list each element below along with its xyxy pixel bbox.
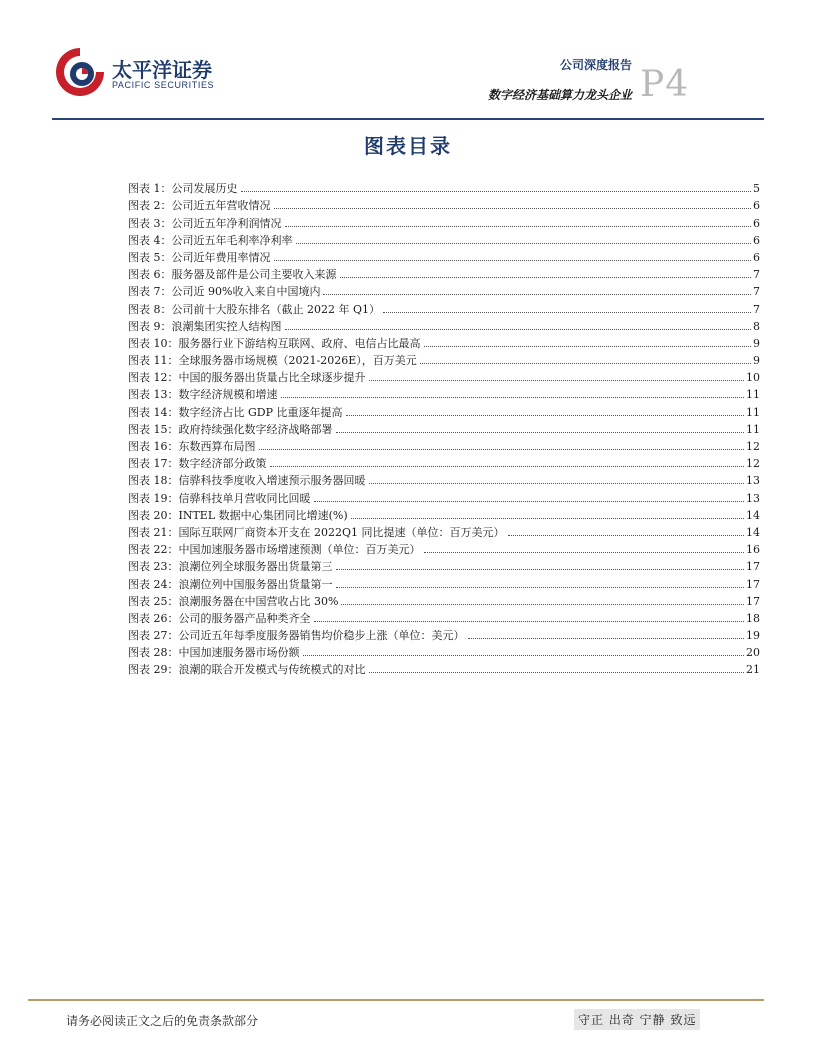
company-logo: [52, 44, 222, 100]
toc-entry-page: 7: [753, 285, 760, 299]
toc-entry-leader: [424, 345, 752, 347]
footer-divider: [28, 999, 764, 1001]
toc-entry-page: 9: [753, 336, 760, 350]
toc-entry-page: 11: [746, 388, 760, 402]
toc-entry-leader: [340, 276, 752, 278]
toc-entry-page: 20: [746, 646, 760, 660]
toc-entry[interactable]: [128, 608, 760, 625]
toc-entry-leader: [508, 534, 745, 536]
toc-entry-label: 图表 1：公司发展历史: [128, 182, 238, 196]
toc-entry-page: 9: [753, 354, 760, 368]
toc-entry-page: 18: [746, 611, 760, 625]
toc-entry-page: 17: [746, 560, 760, 574]
toc-entry[interactable]: [128, 247, 760, 264]
toc-entry-label: 图表 9：浪潮集团实控人结构图: [128, 319, 282, 333]
footer-motto: 守正 出奇 宁静 致远: [574, 1009, 700, 1030]
toc-entry[interactable]: [128, 419, 760, 436]
report-subtitle: 数字经济基础算力龙头企业: [487, 88, 632, 102]
toc-entry-label: 图表 16：东数西算布局图: [128, 440, 256, 453]
toc-entry-page: 12: [746, 457, 760, 471]
toc-entry-label: 图表 12：中国的服务器出货量占比全球逐步提升: [128, 371, 366, 385]
report-type: 公司深度报告: [559, 58, 632, 72]
toc-entry[interactable]: [128, 264, 760, 281]
toc-entry-leader: [468, 637, 745, 639]
toc-entry[interactable]: [128, 350, 760, 367]
toc-entry[interactable]: [128, 505, 760, 522]
toc-entry-leader: [341, 603, 744, 605]
toc-entry-label: 图表 6：服务器及部件是公司主要收入来源: [128, 268, 337, 282]
toc-entry-page: 11: [746, 422, 760, 436]
toc-entry-leader: [420, 362, 751, 364]
toc-entry[interactable]: [128, 281, 760, 298]
toc-entry-leader: [346, 414, 745, 416]
toc-entry-leader: [314, 500, 745, 502]
toc-entry[interactable]: [128, 401, 760, 418]
toc-entry-label: 图表 14：数字经济占比 GDP 比重逐年提高: [128, 405, 343, 419]
toc-entry-label: 图表 11：全球服务器市场规模（2021-2026E），百万美元: [128, 354, 417, 368]
toc-entry-label: 图表 24：浪潮位列中国服务器出货量第一: [128, 577, 333, 591]
toc-entry[interactable]: [128, 625, 760, 642]
toc-entry-leader: [285, 328, 752, 330]
toc-entry[interactable]: [128, 384, 760, 401]
toc-entry-label: 图表 7：公司近 90%收入来自中国境内: [128, 285, 321, 299]
toc-entry-label: 图表 22：中国加速服务器市场增速预测（单位：百万美元）: [128, 543, 421, 557]
toc-entry-page: 6: [753, 199, 760, 213]
toc-entry-label: 图表 26：公司的服务器产品种类齐全: [128, 611, 311, 625]
toc-entry-page: 14: [746, 508, 760, 522]
table-of-figures: [128, 178, 760, 676]
toc-entry-page: 16: [746, 543, 760, 557]
toc-entry[interactable]: [128, 178, 760, 195]
toc-entry[interactable]: [128, 230, 760, 247]
toc-entry-leader: [369, 379, 745, 381]
toc-entry-leader: [336, 568, 745, 570]
toc-entry-leader: [241, 190, 752, 192]
toc-entry[interactable]: [128, 436, 760, 453]
toc-entry[interactable]: [128, 591, 760, 608]
toc-entry-label: 图表 8：公司前十大股东排名（截止 2022 年 Q1）: [128, 302, 380, 316]
toc-entry-page: 11: [746, 405, 760, 419]
toc-entry[interactable]: [128, 212, 760, 229]
toc-entry-label: 图表 10：服务器行业下游结构互联网、政府、电信占比最高: [128, 336, 421, 350]
toc-entry-leader: [323, 293, 751, 295]
toc-entry-label: 图表 25：浪潮服务器在中国营收占比 30%: [128, 594, 339, 608]
toc-entry-label: 图表 19：信骅科技单月营收同比回暖: [128, 491, 311, 505]
toc-entry-label: 图表 13：数字经济规模和增速: [128, 388, 278, 402]
toc-entry[interactable]: [128, 573, 760, 590]
logo-english-text: PACIFIC SECURITIES: [112, 80, 215, 90]
toc-entry[interactable]: [128, 539, 760, 556]
toc-entry-page: 7: [753, 302, 760, 316]
toc-entry[interactable]: [128, 659, 760, 676]
toc-entry[interactable]: [128, 470, 760, 487]
toc-entry-leader: [285, 225, 752, 227]
toc-title: 图表目录: [364, 134, 452, 158]
toc-entry-leader: [259, 448, 745, 450]
toc-entry-label: 图表 15：政府持续强化数字经济战略部署: [128, 422, 333, 436]
pacific-securities-logo-icon: [52, 44, 108, 100]
toc-entry-page: 13: [746, 474, 760, 488]
toc-entry[interactable]: [128, 298, 760, 315]
toc-entry-page: 6: [753, 250, 760, 264]
logo-text: 太平洋证券: [112, 58, 212, 82]
toc-entry-leader: [314, 620, 745, 622]
toc-entry-leader: [281, 396, 745, 398]
toc-entry[interactable]: [128, 195, 760, 212]
toc-entry-label: 图表 3：公司近五年净利润情况: [128, 216, 282, 230]
toc-entry[interactable]: [128, 642, 760, 659]
toc-entry-label: 图表 17：数字经济部分政策: [128, 457, 267, 471]
toc-entry[interactable]: [128, 556, 760, 573]
toc-entry-page: 17: [746, 594, 760, 608]
toc-entry-page: 8: [753, 319, 760, 333]
toc-entry-leader: [274, 259, 752, 261]
toc-entry[interactable]: [128, 522, 760, 539]
toc-entry-label: 图表 4：公司近五年毛利率净利率: [128, 233, 293, 247]
header-divider: [52, 118, 764, 120]
toc-entry-leader: [369, 671, 745, 673]
toc-entry-leader: [296, 242, 752, 244]
toc-entry-page: 13: [746, 491, 760, 505]
toc-entry-leader: [336, 586, 745, 588]
toc-entry-label: 图表 28：中国加速服务器市场份额: [128, 646, 300, 660]
toc-entry-leader: [369, 482, 745, 484]
page-number: P4: [640, 64, 690, 105]
toc-entry-page: 7: [753, 268, 760, 282]
toc-entry-label: 图表 2：公司近五年营收情况: [128, 199, 271, 213]
toc-entry-label: 图表 21：国际互联网厂商资本开支在 2022Q1 同比提速（单位：百万美元）: [128, 525, 505, 539]
toc-entry-leader: [303, 654, 745, 656]
toc-entry-page: 14: [746, 525, 760, 539]
toc-entry-page: 21: [746, 663, 760, 677]
toc-entry-page: 17: [746, 577, 760, 591]
toc-entry-label: 图表 5：公司近年费用率情况: [128, 250, 271, 264]
footer-disclaimer: 请务必阅读正文之后的免责条款部分: [66, 1014, 259, 1028]
toc-entry-page: 6: [753, 233, 760, 247]
toc-entry-label: 图表 23：浪潮位列全球服务器出货量第三: [128, 560, 333, 574]
toc-entry-page: 12: [746, 440, 760, 453]
toc-entry[interactable]: [128, 453, 760, 470]
toc-entry[interactable]: [128, 367, 760, 384]
toc-entry-page: 19: [746, 629, 760, 643]
toc-entry-label: 图表 20：INTEL 数据中心集团同比增速(%): [128, 508, 348, 522]
toc-entry-label: 图表 29：浪潮的联合开发模式与传统模式的对比: [128, 663, 366, 677]
toc-entry-leader: [336, 431, 745, 433]
toc-entry-page: 10: [746, 371, 760, 385]
toc-entry-page: 6: [753, 216, 760, 230]
toc-entry-leader: [270, 465, 745, 467]
toc-entry-leader: [351, 517, 744, 519]
toc-entry[interactable]: [128, 333, 760, 350]
toc-entry-leader: [274, 207, 752, 209]
toc-entry-label: 图表 18：信骅科技季度收入增速预示服务器回暖: [128, 474, 366, 488]
toc-entry-label: 图表 27：公司近五年每季度服务器销售均价稳步上涨（单位：美元）: [128, 629, 465, 643]
toc-entry-page: 5: [753, 182, 760, 196]
toc-entry[interactable]: [128, 487, 760, 504]
toc-entry-leader: [383, 311, 751, 313]
toc-entry-leader: [424, 551, 745, 553]
toc-entry[interactable]: [128, 316, 760, 333]
